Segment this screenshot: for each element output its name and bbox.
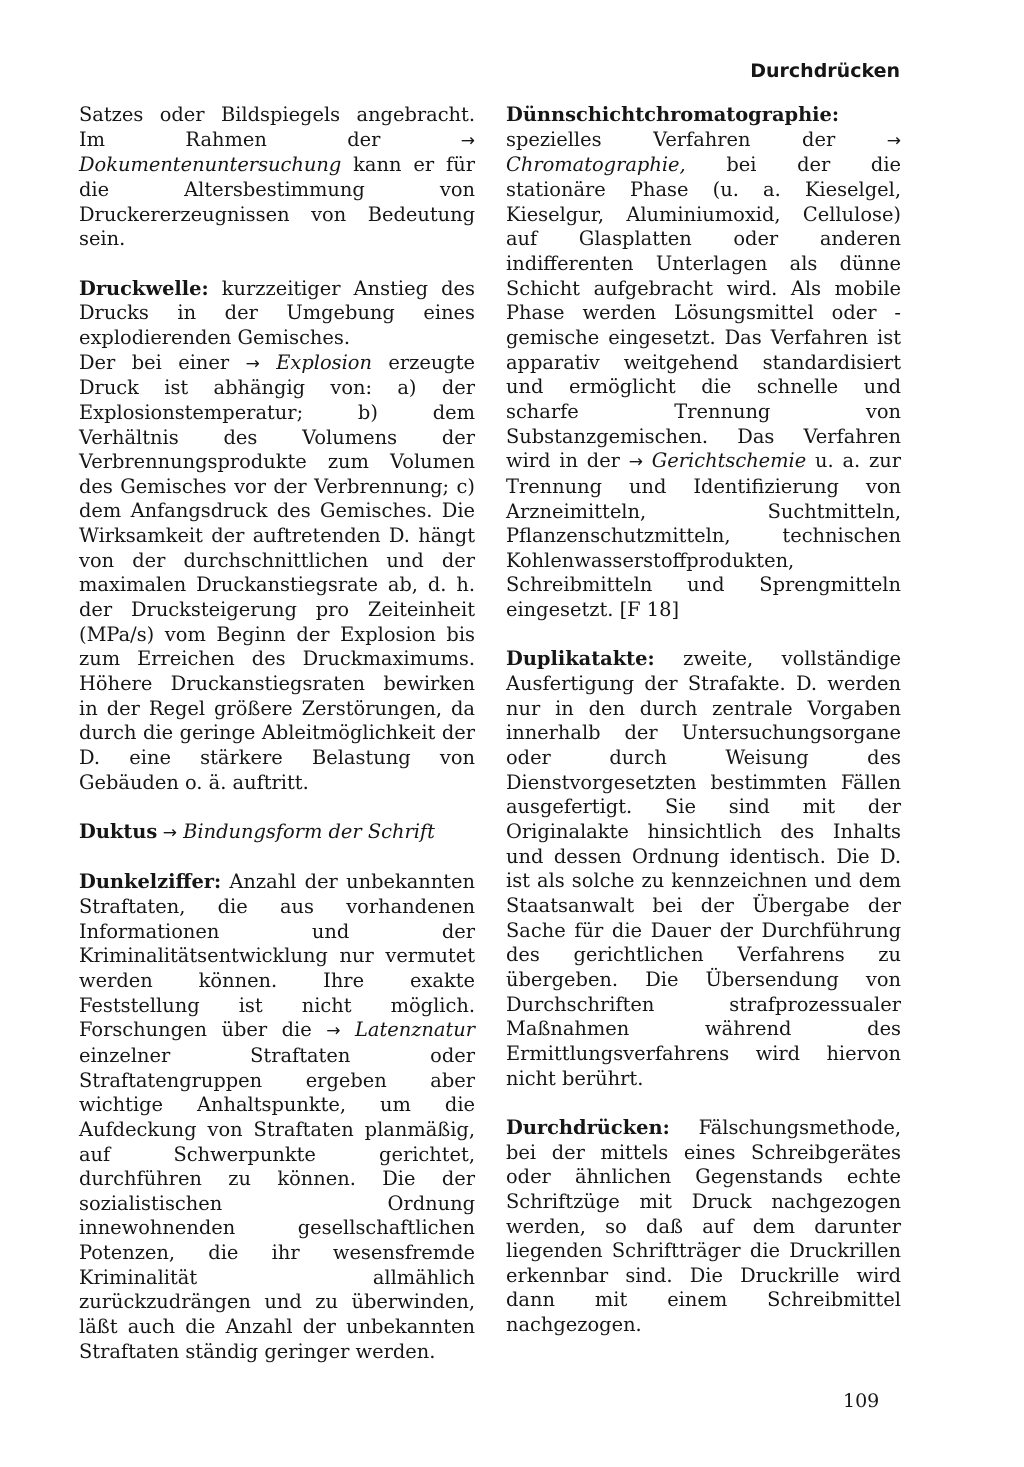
definition-text: zweite, vollständige Ausfertigung der Strafakte. D. werden nur in den durch zentrale Vorgaben innerhalb der Untersuchungsorgane oder durch Weisung des Dienstvorgesetzten bestimmten Fällen ausgefertigt. Sie sind mit der Originalakte hinsichtlich des Inhalts und dessen Ordnung identisch. Die D. ist als solche zu kennzeichnen und dem Staatsanwalt bei der Übergabe der Sache für die Dauer der Durchführung des gerichtlichen Verfahrens zu übergeben. Die Übersendung von Durchschriften strafprozessualer Maßnahmen während des Ermittlungsverfahrens wird hiervon nicht berührt. (506, 647, 901, 1090)
entry-duktus (79, 820, 475, 846)
entry-text: erzeugte Druck ist abhängig von: a) der Explosionstemperatur; b) dem Verhältnis des Volumens der Verbrennungsprodukte zum Volumen des Gemisches vor der Verbrennung; c) dem Anfangsdruck des Gemisches. Die Wirksamkeit der auftretenden D. hängt von der durchschnittlichen und der maximalen Druckanstiegsrate ab, d. h. der Drucksteigerung pro Zeiteinheit (MPa/s) vom Beginn der Explosion bis zum Erreichen des Druckmaximums. Höhere Druckanstiegsraten bewirken in der Regel größere Zerstörungen, da durch die geringe Ableitmöglichkeit der D. eine stärkere Belastung von Gebäuden o. ä. auftritt. (79, 350, 475, 794)
headword-durchdruecken: Durchdrücken: (506, 1115, 670, 1139)
cross-reference-arrow-icon: → (628, 452, 643, 473)
entry-text: kann er für die Altersbestimmung von Druckererzeugnissen von Bedeutung sein. (79, 153, 475, 251)
cross-reference-dokumentenuntersuchung[interactable]: Dokumentenuntersuchung (79, 153, 342, 177)
definition-text: kurzzeitiger Anstieg des Drucks in der Umgebung eines explodierenden Gemisches. (79, 276, 475, 349)
entry-text: Satzes oder Bildspiegels angebracht. Im Rahmen der (79, 103, 475, 151)
cross-reference-arrow-icon: → (245, 353, 260, 374)
cross-reference-bindungsform[interactable]: Bindungsform der Schrift (176, 820, 435, 843)
entry-duplikatakte (506, 647, 901, 1091)
page-number: 109 (843, 1390, 880, 1412)
entry-satzes-continuation (79, 103, 475, 252)
definition-text: spezielles Verfahren der (506, 127, 887, 151)
entry-duennschichtchromatographie (506, 103, 901, 623)
headword-druckwelle: Druckwelle: (79, 276, 209, 300)
definition-text: Anzahl der unbekannten Straftaten, die aus vorhandenen Informationen und der Kriminalitätsentwicklung nur vermutet werden können. Ihre exakte Feststellung ist nicht möglich. Forschungen über die (79, 870, 475, 1042)
entry-paragraph (79, 277, 475, 351)
cross-reference-gerichtschemie[interactable]: Gerichtschemie (643, 449, 807, 473)
cross-reference-chromatographie[interactable]: Chromatographie, (506, 153, 686, 177)
entry-text: u. a. zur Trennung und Identifizierung von Arzneimitteln, Suchtmitteln, Pflanzenschutzmitteln, technischen Kohlenwasserstoffprodukten, Schreibmitteln und Sprengmitteln eingesetzt. [F 18] (506, 449, 901, 622)
cross-reference-arrow-icon: → (326, 1021, 341, 1042)
cross-reference-explosion[interactable]: Explosion (259, 350, 372, 374)
running-head: Durchdrücken (750, 60, 900, 82)
headword-dunkelziffer: Dunkelziffer: (79, 870, 222, 894)
cross-reference-latenznatur[interactable]: Latenznatur (340, 1018, 476, 1042)
entry-druckwelle (79, 277, 475, 796)
entry-text: bei der die stationäre Phase (u. a. Kieselgel, Kieselgur, Aluminiumoxid, Cellulose) auf Glasplatten oder anderen indifferenten Unterlagen als dünne Schicht aufgebracht wird. Als mobile Phase werden Lösungsmittel oder -gemische eingesetzt. Das Verfahren ist apparativ weitgehend standardisiert und ermöglicht die schnelle und scharfe Trennung von Substanzgemischen. Das Verfahren wird in der (506, 153, 901, 473)
cross-reference-arrow-icon: → (886, 130, 901, 151)
headword-duktus: Duktus (79, 820, 158, 843)
entry-paragraph (79, 351, 475, 796)
definition-text: Fälschungsmethode, bei der mittels eines Schreibgerätes oder ähnlichen Gegenstands echte Schriftzüge mit Druck nachgezogen werden, so daß auf dem darunter liegenden Schriftträger die Druckrillen erkennbar sind. Die Druckrille wird dann mit einem Schreibmittel nachgezogen. (506, 1115, 901, 1337)
cross-reference-arrow-icon: → (460, 130, 475, 151)
left-column (79, 103, 475, 1389)
cross-reference-arrow-icon: → (157, 823, 177, 843)
right-column (506, 103, 901, 1362)
headword-duplikatakte: Duplikatakte: (506, 647, 655, 671)
entry-text: einzelner Straftaten oder Straftatengruppen ergeben aber wichtige Anhaltspunkte, um die Aufdeckung von Straftaten planmäßig, auf Schwerpunkte gerichtet, durchführen zu können. Die der sozialistischen Ordnung innewohnenden gesellschaftlichen Potenzen, die ihr wesensfremde Kriminalität allmählich zurückzudrängen und zu überwinden, läßt auch die Anzahl der unbekannten Straftaten ständig geringer werden. (79, 1043, 475, 1363)
entry-durchdruecken (506, 1116, 901, 1338)
headword-duennschichtchromatographie: Dünnschichtchromatographie: (506, 103, 840, 126)
entry-text: Der bei einer (79, 350, 246, 374)
entry-dunkelziffer (79, 870, 475, 1364)
